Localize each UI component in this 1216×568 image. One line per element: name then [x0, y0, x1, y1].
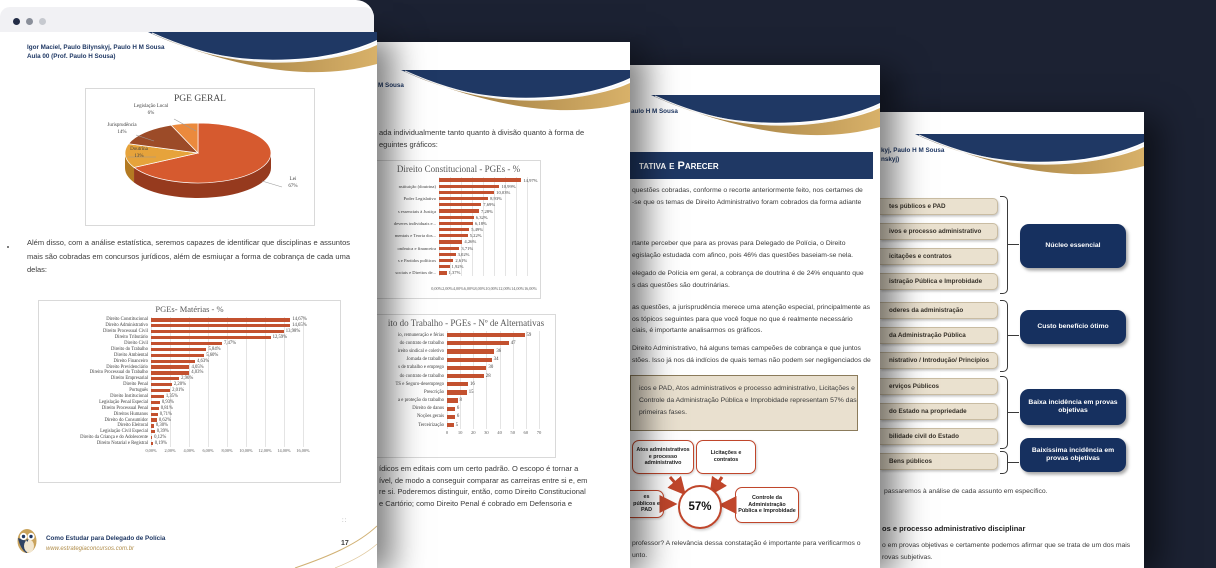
- chart-plot-area: [377, 331, 555, 429]
- bar-category-label: Direito Processual do Trabalho: [89, 370, 148, 376]
- bar: [447, 358, 492, 362]
- bar: [151, 348, 206, 351]
- author-line: kyj, Paulo H M Sousa: [881, 147, 945, 154]
- bar: [151, 424, 154, 427]
- bar: [439, 209, 479, 212]
- group-label-3: Baixíssima incidência em provas objetivas: [1020, 438, 1126, 472]
- bar-row: [377, 372, 555, 380]
- lesson-line: Aula 00 (Prof. Paulo H Sousa): [27, 53, 116, 60]
- bar-value-label: 5,22%: [469, 233, 482, 239]
- bar: [439, 178, 521, 181]
- header-swoosh-graphic: [377, 70, 630, 116]
- bar: [447, 341, 509, 345]
- bar-value-label: 3,71%: [461, 245, 474, 251]
- axis-tick-label: 20: [470, 430, 476, 436]
- highlight-box: [630, 375, 858, 431]
- bar-value-label: 14,97%: [523, 177, 538, 183]
- bar-value-label: 4,03%: [191, 370, 204, 376]
- bar-category-label: Direito Financeiro: [113, 358, 148, 364]
- paragraph: [632, 185, 863, 209]
- bar-category-label: Direito Institucional: [110, 394, 148, 400]
- bracket-connector: [1008, 244, 1019, 245]
- stray-dot: [7, 246, 9, 248]
- bar: [439, 271, 447, 274]
- bar: [439, 259, 453, 262]
- x-axis: [39, 448, 340, 456]
- group-bracket: [1000, 300, 1008, 372]
- bar-row: [377, 356, 555, 364]
- bar-value-label: 1,37%: [448, 270, 461, 276]
- text-line: unto.: [632, 552, 648, 559]
- bar-row: [377, 405, 555, 413]
- text-line: ada individualmente tanto quanto à divisão quanto à forma de: [379, 128, 585, 137]
- axis-tick-label: 6,00%: [202, 447, 214, 453]
- bar: [151, 436, 152, 439]
- paragraph: [632, 268, 864, 292]
- bar-category-label: Direito da Criança e do Adolescente: [80, 435, 148, 441]
- bar: [447, 407, 455, 411]
- topic-box-4: oderes da administração: [880, 302, 998, 319]
- bar-value-label: 3,02%: [457, 251, 470, 257]
- bar-value-label: 7,47%: [223, 341, 237, 346]
- text-line: ível, de modo a conseguir comparar as carreiras entre si e, em: [379, 475, 588, 485]
- bar-value-label: 5: [455, 422, 458, 428]
- text-line: rovas subjetivas.: [882, 554, 933, 561]
- bar: [151, 377, 179, 380]
- bar: [439, 234, 468, 237]
- bar-category-label: Direito Administrativo: [105, 323, 148, 329]
- axis-tick-label: 0: [445, 430, 449, 436]
- bar: [151, 383, 172, 386]
- group-label-1: Custo benefício ótimo: [1020, 310, 1126, 344]
- axis-tick-label: 2,00%: [164, 447, 176, 453]
- bar-category-label: s essenciais à Justiça: [397, 208, 436, 214]
- bar-category-label: Direito do Trabalho: [111, 346, 148, 352]
- diagram-box-atos-administrativos: Atos administrativos e processo administrativo: [632, 440, 694, 474]
- bar: [151, 324, 290, 327]
- bar-category-label: io, remuneração e férias: [397, 332, 444, 338]
- diagram-center-percentage: 57%: [678, 485, 722, 529]
- owl-logo: [16, 528, 38, 554]
- bar: [447, 374, 484, 378]
- bar-category-label: Direito Tributário: [114, 335, 148, 341]
- bottom-paragraph: [882, 540, 1130, 564]
- text-line: -se que os temas de Direito Administrativo foram cobrados da forma adiante: [632, 199, 862, 206]
- diagram-box-controle-administracao: Controle da Administração Pública e Improbidade: [735, 487, 799, 523]
- text-line: elegado de Polícia em geral, a cobrança de doutrina é de 24% enquanto que: [632, 270, 864, 277]
- footer-url[interactable]: www.estrategiaconcursos.com.br: [46, 546, 135, 552]
- bar-category-label: s e Partidos políticos: [397, 258, 436, 264]
- axis-tick-label: 60: [523, 430, 529, 436]
- window-close-button[interactable]: [13, 18, 20, 25]
- topic-box-3: istração Pública e Improbidade: [880, 273, 998, 290]
- bar-value-label: 14,65%: [292, 323, 307, 329]
- topic-box-2: icitações e contratos: [880, 248, 998, 265]
- bracket-connector: [1008, 462, 1019, 463]
- chart-title: ito do Trabalho - PGEs - Nº de Alternativas: [387, 318, 545, 328]
- topic-box-5: da Administração Pública: [880, 327, 998, 344]
- bar: [439, 228, 469, 231]
- paragraph: [632, 302, 870, 326]
- bar-value-label: 5,60%: [206, 352, 219, 358]
- axis-tick-label: 8,00%: [221, 447, 233, 453]
- lesson-line: nskyj): [881, 156, 900, 163]
- bar-value-label: 0,71%: [159, 411, 172, 417]
- text-line: stões. Isso já nos dá indícios de quais temas não podem ser negligenciados de: [632, 357, 871, 364]
- bar: [151, 413, 158, 416]
- bar: [151, 354, 204, 357]
- bar-row: [377, 364, 555, 372]
- topic-box-1: ivos e processo administrativo: [880, 223, 998, 240]
- bracket-connector: [1008, 412, 1019, 413]
- diagram-box-agentes-publicos: es públicos e PAD: [630, 490, 664, 518]
- text-line: primeiras fases.: [639, 409, 687, 416]
- bar-value-label: 0,12%: [154, 435, 167, 441]
- bar-category-label: Direito Processual Penal: [101, 405, 148, 411]
- axis-tick-label: 12,00%: [258, 447, 272, 453]
- bar: [151, 395, 164, 398]
- group-bracket: [1000, 376, 1008, 449]
- text-line: as questões, a jurisprudência merece uma atenção especial, principalmente as: [632, 304, 871, 311]
- bottom-text: passaremos à análise de cada assunto em específico.: [884, 488, 1048, 495]
- bar-category-label: Direito Notarial e Registral: [96, 441, 148, 447]
- bar-value-label: 36: [496, 348, 502, 354]
- chart-plot-area: [39, 317, 340, 447]
- text-line: o em provas objetivas e certamente podemos afirmar que se trata de um dos mais: [882, 542, 1131, 549]
- topic-box-9: bilidade civil do Estado: [880, 428, 998, 445]
- bar: [151, 360, 195, 363]
- bar-value-label: 2,96%: [181, 376, 194, 382]
- section-banner: tativa e Parecer: [630, 152, 873, 179]
- paragraph: [632, 325, 762, 337]
- topic-box-10: Bens públicos: [880, 453, 998, 470]
- window-titlebar: [0, 7, 374, 32]
- author-line: Igor Maciel, Paulo Bilynskyj, Paulo H M Sousa: [27, 44, 165, 51]
- axis-tick-label: 0,00%2,00%4,00%6,00%8,00%10,00%12,00%14,00%16,00%: [431, 286, 537, 292]
- bar-row: [377, 270, 540, 276]
- bar-value-label: 2,01%: [172, 388, 185, 394]
- bar-category-label: nstituição (doutrina): [398, 183, 436, 189]
- bar: [447, 382, 468, 386]
- bar-category-label: Jornada de trabalho: [406, 357, 444, 363]
- body-paragraph: Além disso, com a análise estatística, seremos capazes de identificar que disciplinas e assuntos mais são cobradas em concursos jurídicos, além de esmiuçar a forma de cobrança de cada uma delas:: [27, 238, 350, 274]
- footer-arc-decoration: [240, 472, 377, 568]
- bar: [439, 247, 459, 250]
- bar: [439, 191, 494, 194]
- bar: [447, 333, 525, 337]
- bar-category-label: Terceirização: [418, 422, 444, 428]
- bar-category-label: Direito Civil: [124, 341, 148, 346]
- bar-category-label: Direitos Humanos: [113, 411, 148, 417]
- text-line: ciais, é importante analisarmos os gráficos.: [632, 327, 763, 334]
- bar: [151, 407, 159, 410]
- bar: [151, 336, 271, 339]
- bar-category-label: ireito sindical e coletivo: [397, 348, 444, 354]
- bar-value-label: 2,61%: [455, 258, 468, 264]
- bar-value-label: 8: [459, 398, 462, 404]
- bar-row: [39, 441, 340, 447]
- bar: [151, 318, 290, 321]
- bar: [151, 418, 157, 421]
- bar-value-label: 10,99%: [501, 183, 516, 189]
- page-header-authors-fragment: aulo H M Sousa: [631, 108, 678, 115]
- bar-category-label: Direito Previdenciário: [106, 364, 148, 370]
- bar: [151, 389, 170, 392]
- bar-category-label: Português: [129, 388, 148, 394]
- bar-value-label: 1,92%: [451, 264, 464, 270]
- axis-tick-label: 4,00%: [183, 447, 195, 453]
- bar: [151, 330, 284, 333]
- bar-category-label: TS e Seguro-desemprego: [395, 381, 444, 387]
- axis-tick-label: 10: [457, 430, 463, 436]
- axis-tick-label: 50: [510, 430, 515, 436]
- bar: [439, 222, 473, 225]
- group-bracket: [1000, 451, 1008, 474]
- pie-chart-graphic: [86, 103, 314, 221]
- bar: [447, 366, 486, 370]
- bar-category-label: Direito Eleitoral: [117, 423, 148, 429]
- bar-category-label: Direito Empresarial: [110, 376, 148, 382]
- text-line: icos e PAD, Atos administrativos e processo administrativo, Licitações e: [639, 385, 855, 392]
- x-axis: [377, 430, 555, 438]
- text-line: os tópicos seguintes para que você foque no que é realmente necessário: [632, 316, 853, 323]
- text-line: ídicos em editais com um certo padrão. O escopo é tornar a: [379, 464, 579, 473]
- bar-row: [377, 331, 555, 339]
- bar: [151, 430, 155, 433]
- bar-category-label: Direito Constitucional: [106, 317, 148, 323]
- bar: [151, 401, 160, 404]
- pie-chart-title: PGE GERAL: [174, 94, 226, 104]
- header-swoosh-graphic: [630, 95, 880, 141]
- bar-category-label: s de trabalho e emprego: [398, 365, 444, 371]
- group-bracket: [1000, 196, 1008, 294]
- pie-label-doutrina: Doutrina 13%: [130, 147, 148, 159]
- bar-chart-direito-constitucional: [377, 160, 541, 299]
- topic-box-6: nistrativo / Introdução/ Princípios: [880, 352, 998, 369]
- bar-category-label: Direito do Consumidor: [104, 417, 148, 423]
- pie-label-legislacao-local: Legislação Local 6%: [133, 104, 169, 116]
- page-header-authors: [27, 43, 165, 61]
- bar: [439, 265, 450, 268]
- bar-row: [377, 413, 555, 421]
- text-line: e Cartório; como Direito Penal é cobrado em Defensoria e: [379, 498, 573, 508]
- bar-value-label: 7,28%: [481, 208, 493, 214]
- bar-value-label: 34: [493, 357, 499, 363]
- bar-value-label: 14,67%: [292, 317, 307, 323]
- bar: [439, 240, 462, 243]
- axis-tick-label: 10,00%: [239, 447, 253, 453]
- diagram-box-licitacoes: Licitações e contratos: [696, 440, 756, 474]
- bar-category-label: Prescrição: [424, 389, 444, 395]
- text-line: re si. Poderemos distinguir, então, como Direito Constitucional: [379, 487, 586, 496]
- page-number: 17: [341, 540, 349, 547]
- window-minimize-button[interactable]: [26, 18, 33, 25]
- bar-value-label: 30: [488, 365, 494, 371]
- chart-title: Direito Constitucional - PGEs - %: [396, 164, 521, 174]
- bar-category-label: onômica e financeira: [397, 245, 436, 251]
- bar-chart-pges-materias: [38, 300, 341, 483]
- bar: [439, 185, 499, 188]
- bar: [447, 349, 494, 353]
- bar-row: [377, 339, 555, 347]
- bar-value-label: 1,35%: [165, 394, 178, 400]
- bar: [439, 216, 474, 219]
- chart-plot-area: [377, 177, 540, 276]
- bar: [151, 365, 189, 368]
- bar-value-label: 28: [485, 373, 491, 379]
- bracket-connector: [1008, 335, 1019, 336]
- pie-label-lei: Lei 67%: [288, 177, 298, 189]
- axis-tick-label: 0,00%: [145, 447, 157, 453]
- bottom-text: [632, 538, 861, 562]
- bar-category-label: Noções gerais: [416, 414, 444, 420]
- text-line: rtante perceber que para as provas para Delegado de Polícia, o Direito: [632, 240, 846, 247]
- bar-category-label: mentais e Teoria dos...: [394, 233, 436, 239]
- bar-category-label: Direito Ambiental: [114, 352, 148, 358]
- topic-box-0: tes públicos e PAD: [880, 198, 998, 215]
- document-page-1: [0, 32, 377, 568]
- bar-value-label: 2,20%: [173, 382, 186, 388]
- text-line: s das questões são doutrinárias.: [632, 282, 730, 289]
- bar-value-label: 6: [456, 406, 460, 412]
- bottom-text: [379, 463, 587, 509]
- bar-category-label: deveres individuais e...: [393, 220, 436, 226]
- bar-value-label: 10,03%: [496, 189, 511, 195]
- bar-row: [377, 421, 555, 429]
- group-label-0: Núcleo essencial: [1020, 224, 1126, 268]
- bar: [447, 415, 455, 419]
- bar-value-label: 7,69%: [483, 202, 496, 208]
- bar-value-label: 8,93%: [490, 196, 502, 202]
- x-axis: [377, 277, 537, 292]
- bar-value-label: 15: [468, 389, 474, 395]
- bar-value-label: 13,98%: [285, 329, 301, 335]
- axis-tick-label: 30: [484, 430, 489, 436]
- bar-value-label: 0,39%: [156, 429, 169, 435]
- bar-value-label: 0,81%: [160, 405, 173, 411]
- bar-value-label: 4,26%: [464, 239, 477, 245]
- text-line: professor? A relevância dessa constatação é importante para verificarmos o: [632, 540, 861, 547]
- bar-value-label: 6,18%: [474, 220, 487, 226]
- bar: [439, 253, 456, 256]
- bar-value-label: 5,84%: [208, 346, 221, 352]
- bar-category-label: Legislação Penal Especial: [99, 399, 148, 405]
- chart-title: PGEs- Matérias - %: [155, 304, 224, 314]
- bar-value-label: 47: [510, 340, 516, 346]
- bar-value-label: 12,59%: [272, 335, 288, 341]
- bar-category-label: Direito de danos: [412, 406, 444, 412]
- bar: [447, 423, 454, 427]
- footer-course-title: Como Estudar para Delegado de Polícia: [46, 535, 166, 542]
- axis-tick-label: 16,00%: [296, 447, 310, 453]
- bar-category-label: Direito Processual Civil: [102, 329, 148, 335]
- pie-chart-pge-geral: [85, 88, 315, 226]
- bar-category-label: Direito Penal: [123, 382, 148, 388]
- intro-text: [379, 127, 584, 150]
- bar-value-label: 6: [456, 414, 460, 420]
- bar: [439, 197, 488, 200]
- footer-marks: ::: [342, 518, 348, 524]
- bar: [151, 371, 189, 374]
- bar-value-label: 0,30%: [155, 423, 168, 429]
- bar-row: [377, 388, 555, 396]
- page-header-authors-fragment: M Sousa: [378, 82, 404, 89]
- paragraph: [632, 343, 871, 367]
- text-line: egislação estudada com afinco, pois 46% das questões baseiam-se nela.: [632, 252, 854, 259]
- bar-value-label: 16: [470, 381, 475, 387]
- text-line: eguintes gráficos:: [379, 139, 438, 149]
- paragraph: [632, 238, 853, 262]
- document-page-2: [377, 42, 630, 568]
- bar-value-label: 4,63%: [196, 358, 210, 364]
- section-heading: os e processo administrativo disciplinar: [882, 524, 1026, 533]
- bar-value-label: 4,05%: [191, 364, 204, 370]
- bar: [439, 203, 481, 206]
- bar-category-label: Legislação Civil Especial: [100, 429, 148, 435]
- document-page-3: [630, 65, 880, 568]
- bar: [151, 342, 222, 345]
- bar-row: [377, 397, 555, 405]
- bar-value-label: 6,32%: [475, 214, 488, 220]
- bar-category-label: Poder Legislativo: [403, 196, 436, 202]
- topic-box-7: erviços Públicos: [880, 378, 998, 395]
- pie-label-jurisprudencia: Jurisprudência 14%: [107, 123, 137, 135]
- text-line: Controle da Administração Pública e Improbidade representam 57% das: [639, 397, 857, 404]
- bar-category-label: sociais e Direitos de...: [395, 270, 436, 276]
- window-maximize-button[interactable]: [39, 18, 46, 25]
- bar: [447, 390, 467, 394]
- bar-value-label: 0,93%: [161, 399, 174, 405]
- text-line: questões cobradas, conforme o recorte anteriormente feito, nos certames de: [632, 187, 863, 194]
- bar-value-label: 0,19%: [154, 441, 167, 447]
- bar-category-label: a e proteção do trabalho: [397, 398, 444, 404]
- bar-value-label: 5,49%: [471, 227, 484, 233]
- bar-row: [377, 347, 555, 355]
- bar-row: [377, 380, 555, 388]
- group-label-2: Baixa incidência em provas objetivas: [1020, 389, 1126, 425]
- bar-category-label: do contrato de trabalho: [399, 373, 444, 379]
- bar-value-label: 0,62%: [158, 417, 171, 423]
- axis-tick-label: 70: [536, 430, 542, 436]
- axis-tick-label: 40: [497, 430, 502, 436]
- bar-category-label: do contrato de trabalho: [399, 340, 444, 346]
- document-page-4: [880, 112, 1144, 568]
- text-line: Direito Administrativo, há alguns temas campeões de cobrança e que juntos: [632, 345, 861, 352]
- bar-chart-direito-trabalho: [377, 314, 556, 458]
- bar-value-label: 59: [526, 332, 532, 338]
- bar: [151, 442, 153, 445]
- topics-diagram: [880, 112, 1144, 568]
- axis-tick-label: 14,00%: [277, 447, 291, 453]
- topic-box-8: do Estado na propriedade: [880, 403, 998, 420]
- bar: [447, 398, 458, 402]
